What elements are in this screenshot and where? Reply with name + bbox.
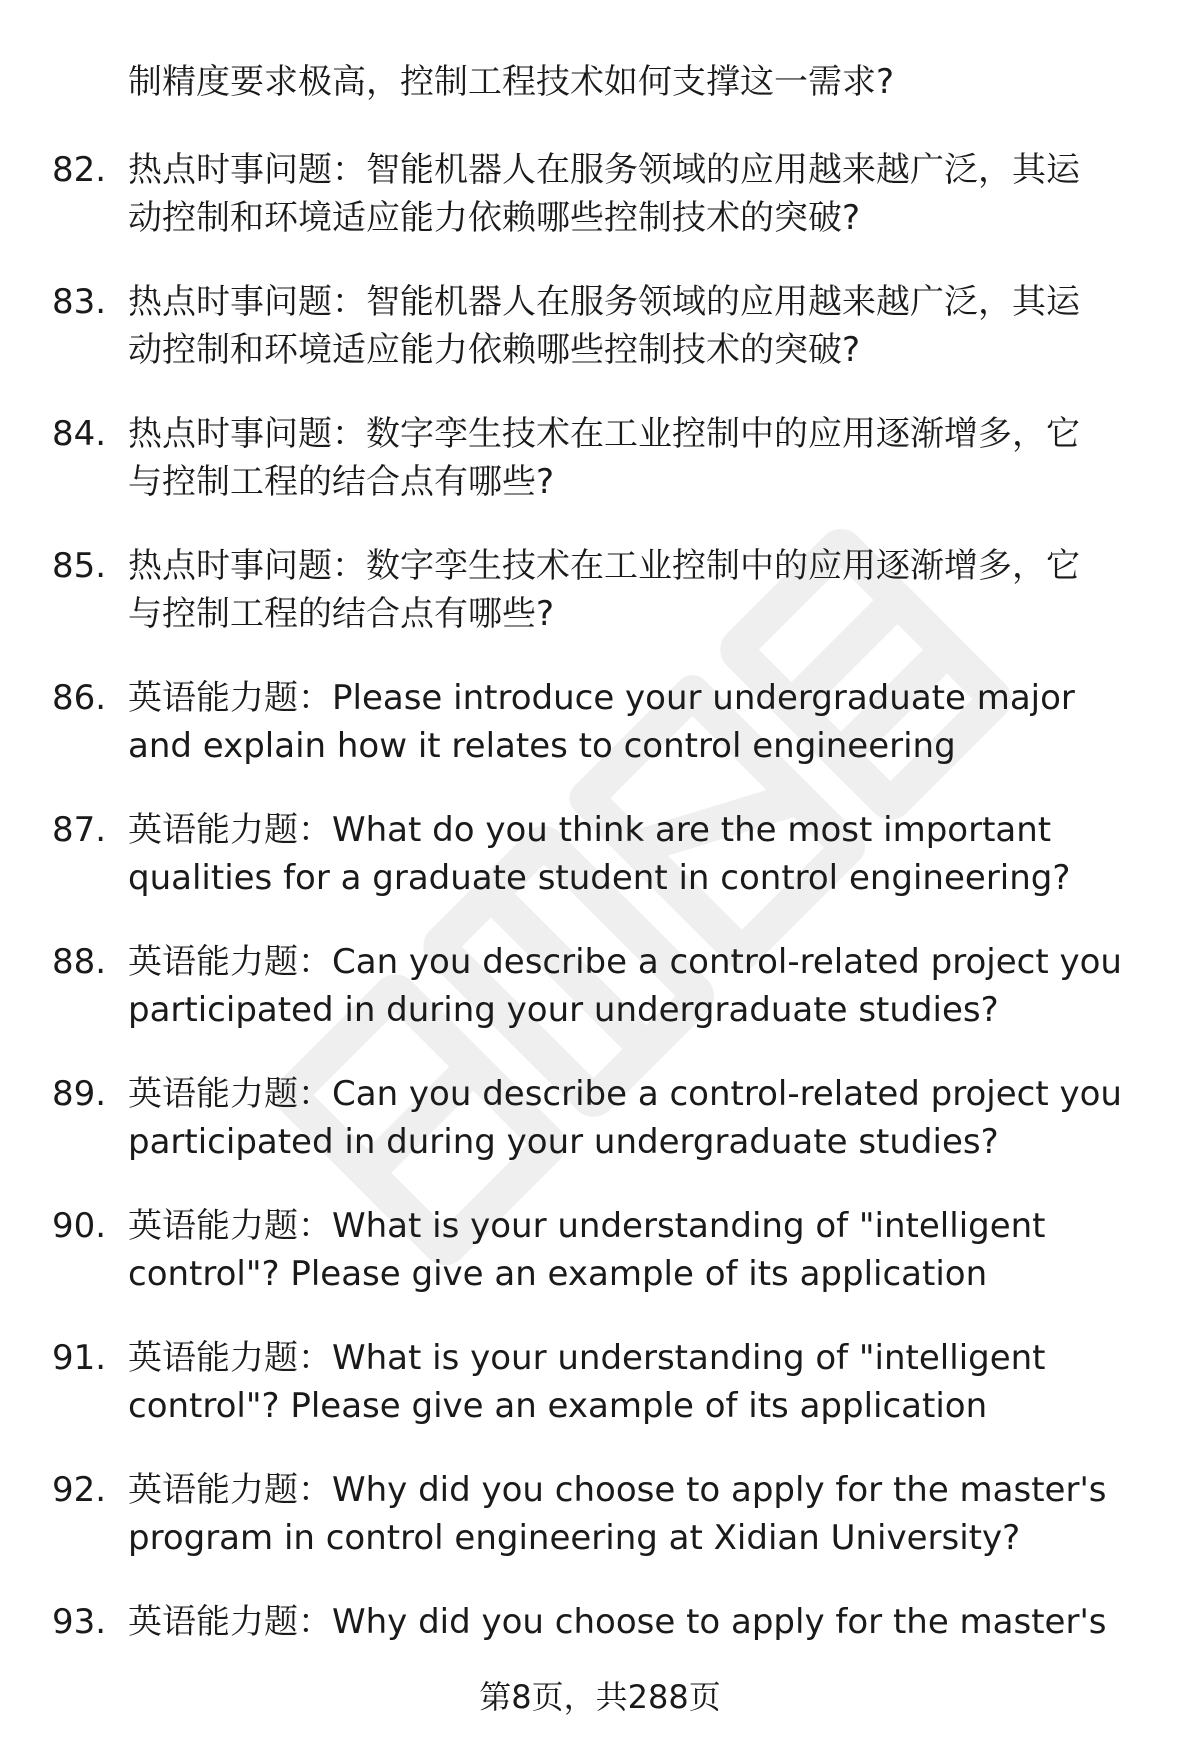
question-item	[0, 278, 1200, 378]
question-text-line: control"? Please give an example of its application	[128, 1254, 988, 1294]
question-text-line: 英语能力题：Why did you choose to apply for the master's	[128, 1470, 1107, 1510]
question-number: 85.	[52, 546, 107, 586]
question-number: 92.	[52, 1470, 107, 1510]
question-number: 84.	[52, 414, 107, 454]
question-text-line: 热点时事问题：智能机器人在服务领域的应用越来越广泛，其运	[128, 150, 1080, 190]
question-number: 88.	[52, 942, 107, 982]
question-item	[0, 1070, 1200, 1170]
question-text-line: 热点时事问题：数字孪生技术在工业控制中的应用逐渐增多，它	[128, 546, 1080, 586]
question-text-line: 动控制和环境适应能力依赖哪些控制技术的突破?	[128, 330, 861, 370]
question-item	[0, 1334, 1200, 1434]
question-text-line: 与控制工程的结合点有哪些?	[128, 594, 555, 634]
question-number: 89.	[52, 1074, 107, 1114]
question-text-line: 英语能力题：Please introduce your undergraduate major	[128, 678, 1075, 718]
question-text-line: program in control engineering at Xidian University?	[128, 1518, 1021, 1558]
question-text-line: 英语能力题：Can you describe a control-related project you	[128, 942, 1122, 982]
question-text-line: qualities for a graduate student in control engineering?	[128, 858, 1071, 898]
question-text-line: 英语能力题：Why did you choose to apply for the master's	[128, 1602, 1107, 1642]
question-number: 87.	[52, 810, 107, 850]
question-number: 86.	[52, 678, 107, 718]
question-text-line: 热点时事问题：数字孪生技术在工业控制中的应用逐渐增多，它	[128, 414, 1080, 454]
question-item	[0, 146, 1200, 246]
question-number: 83.	[52, 282, 107, 322]
question-text-line: 英语能力题：What do you think are the most important	[128, 810, 1052, 850]
question-item	[0, 806, 1200, 906]
page-footer: 第8页，共288页	[479, 1678, 721, 1716]
question-text-line: 热点时事问题：智能机器人在服务领域的应用越来越广泛，其运	[128, 282, 1080, 322]
question-item	[0, 542, 1200, 642]
question-number: 93.	[52, 1602, 107, 1642]
question-text-line: 英语能力题：What is your understanding of "intelligent	[128, 1338, 1046, 1378]
question-item	[0, 410, 1200, 510]
question-number: 91.	[52, 1338, 107, 1378]
question-text-line: 动控制和环境适应能力依赖哪些控制技术的突破?	[128, 198, 861, 238]
question-text-line: control"? Please give an example of its application	[128, 1386, 988, 1426]
question-number: 82.	[52, 150, 107, 190]
question-number: 90.	[52, 1206, 107, 1246]
question-text-line: and explain how it relates to control engineering	[128, 726, 956, 766]
question-item	[0, 938, 1200, 1038]
question-text-line: participated in during your undergraduate studies?	[128, 990, 999, 1030]
question-item	[0, 1202, 1200, 1302]
question-text-line: 英语能力题：Can you describe a control-related project you	[128, 1074, 1122, 1114]
question-item	[0, 674, 1200, 774]
question-text-line: 与控制工程的结合点有哪些?	[128, 462, 555, 502]
question-text-line: 英语能力题：What is your understanding of "intelligent	[128, 1206, 1046, 1246]
question-text-line: participated in during your undergraduate studies?	[128, 1122, 999, 1162]
question-item	[0, 1598, 1200, 1650]
continuation-text: 制精度要求极高，控制工程技术如何支撑这一需求?	[128, 62, 895, 102]
question-item	[0, 1466, 1200, 1566]
